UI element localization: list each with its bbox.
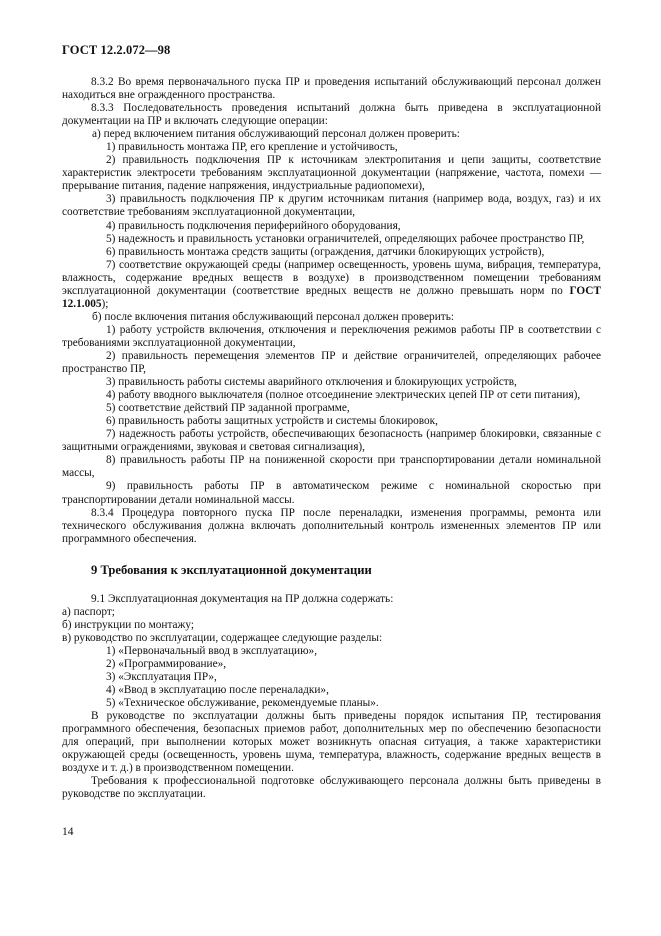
list-item-a-7-end: ); [101,297,109,310]
list-item-a-3: 3) правильность подключения ПР к другим источникам питания (например вода, воздух, газ) и их соответствие требованиям эксплуатационной документации, [62,193,601,219]
doc-section-5: 5) «Техническое обслуживание, рекомендуемые планы». [106,697,379,710]
doc-section-2: 2) «Программирование», [106,657,227,670]
list-item-b-6: 6) правильность работы защитных устройств и системы блокировок, [106,415,438,428]
list-item-b-3: 3) правильность работы системы аварийного отключения и блокирующих устройств, [106,376,517,389]
list-item-b-8: 8) правильность работы ПР на пониженной скорости при транспортировании детали номинальной массы, [62,454,601,480]
clause-8-3-4: 8.3.4 Процедура повторного пуска ПР после переналадки, изменения программы, ремонта или технического обслуживания должна включать дополнительный контроль измененных элементов ПР или программного обеспечения. [62,506,601,545]
list-item-a-2: 2) правильность подключения ПР к источникам электропитания и цепи защиты, соответствие характеристик электросети требованиям эксплуатационной документации (напряжение, частота, помехи — прерывание питания, падение напряжения, индустриальные радиопомехи), [62,154,601,193]
list-item-a-1: 1) правильность монтажа ПР, его крепление и устойчивость, [106,141,398,154]
manual-requirements-paragraph: В руководстве по эксплуатации должны быть приведены порядок испытания ПР, тестирования программного обеспечения, безопасных приемов работ, дополнительных мер по обеспечению безопасности для операций, при выполнении которых может возникнуть опасная ситуация, а также характеристики окружающей среды (освещенность, уровень шума, температура, влажность, содержание вредных веществ в воздухе и т. д.) в производственном помещении. [62,710,601,775]
list-item-b-1: 1) работу устройств включения, отключения и переключения режимов работы ПР в соответствии с требованиями эксплуатационной документации, [62,323,601,349]
list-item-b-7: 7) надежность работы устройств, обеспечивающих безопасность (например блокировки, связанные с защитными ограждениями, звуковая и световая сигнализация), [62,428,601,454]
doc-item-b: б) инструкции по монтажу; [62,618,195,631]
doc-section-1: 1) «Первоначальный ввод в эксплуатацию», [106,644,318,657]
personnel-training-paragraph: Требования к профессиональной подготовке обслуживающего персонала должны быть приведены в руководстве по эксплуатации. [62,775,601,801]
list-item-b: б) после включения питания обслуживающий персонал должен проверить: [92,310,454,323]
doc-item-a: а) паспорт; [62,605,115,618]
document-id-header: ГОСТ 12.2.072—98 [62,43,171,57]
list-item-a-5: 5) надежность и правильность установки ограничителей, определяющих рабочее пространство ПР, [106,232,585,245]
page-number: 14 [62,826,74,838]
document-body [62,76,601,801]
doc-section-4: 4) «Ввод в эксплуатацию после переналадки», [106,684,329,697]
list-item-a-7 [62,259,601,311]
doc-item-c: в) руководство по эксплуатации, содержащее следующие разделы: [62,631,383,644]
list-item-a-4: 4) правильность подключения периферийного оборудования, [106,219,401,232]
list-item-b-4: 4) работу вводного выключателя (полное отсоединение электрических цепей ПР от сети питания), [106,389,581,402]
standard-reference: ГОСТ 12.1.005 [62,284,601,310]
list-item-b-9: 9) правильность работы ПР в автоматическом режиме с номинальной скоростью при транспортировании детали номинальной массы. [62,480,601,506]
clause-8-3-3: 8.3.3 Последовательность проведения испытаний должна быть приведена в эксплуатационной документации на ПР и включать следующие операции: [62,102,601,128]
doc-section-3: 3) «Эксплуатация ПР», [106,670,217,683]
section-9-heading: 9 Требования к эксплуатационной документации [91,562,372,577]
list-item-b-2: 2) правильность перемещения элементов ПР и действие ограничителей, определяющих рабочее пространство ПР, [62,349,601,376]
clause-9-1: 9.1 Эксплуатационная документация на ПР должна содержать: [91,592,394,605]
list-item-a: а) перед включением питания обслуживающий персонал должен проверить: [92,128,460,141]
clause-8-3-2: 8.3.2 Во время первоначального пуска ПР и проведения испытаний обслуживающий персонал должен находиться вне огражденного пространства. [62,76,601,102]
list-item-a-7-text: 7) соответствие окружающей среды (например освещенность, уровень шума, вибрация, температура, влажность, содержание вредных веществ в воздухе) в производственном помещении требованиям эксплуатационной документации (соответствие вредных веществ не должно превышать норм по [62,258,601,297]
list-item-b-5: 5) соответствие действий ПР заданной программе, [106,402,350,415]
list-item-a-6: 6) правильность монтажа средств защиты (ограждения, датчики блокирующих устройств), [106,245,545,258]
